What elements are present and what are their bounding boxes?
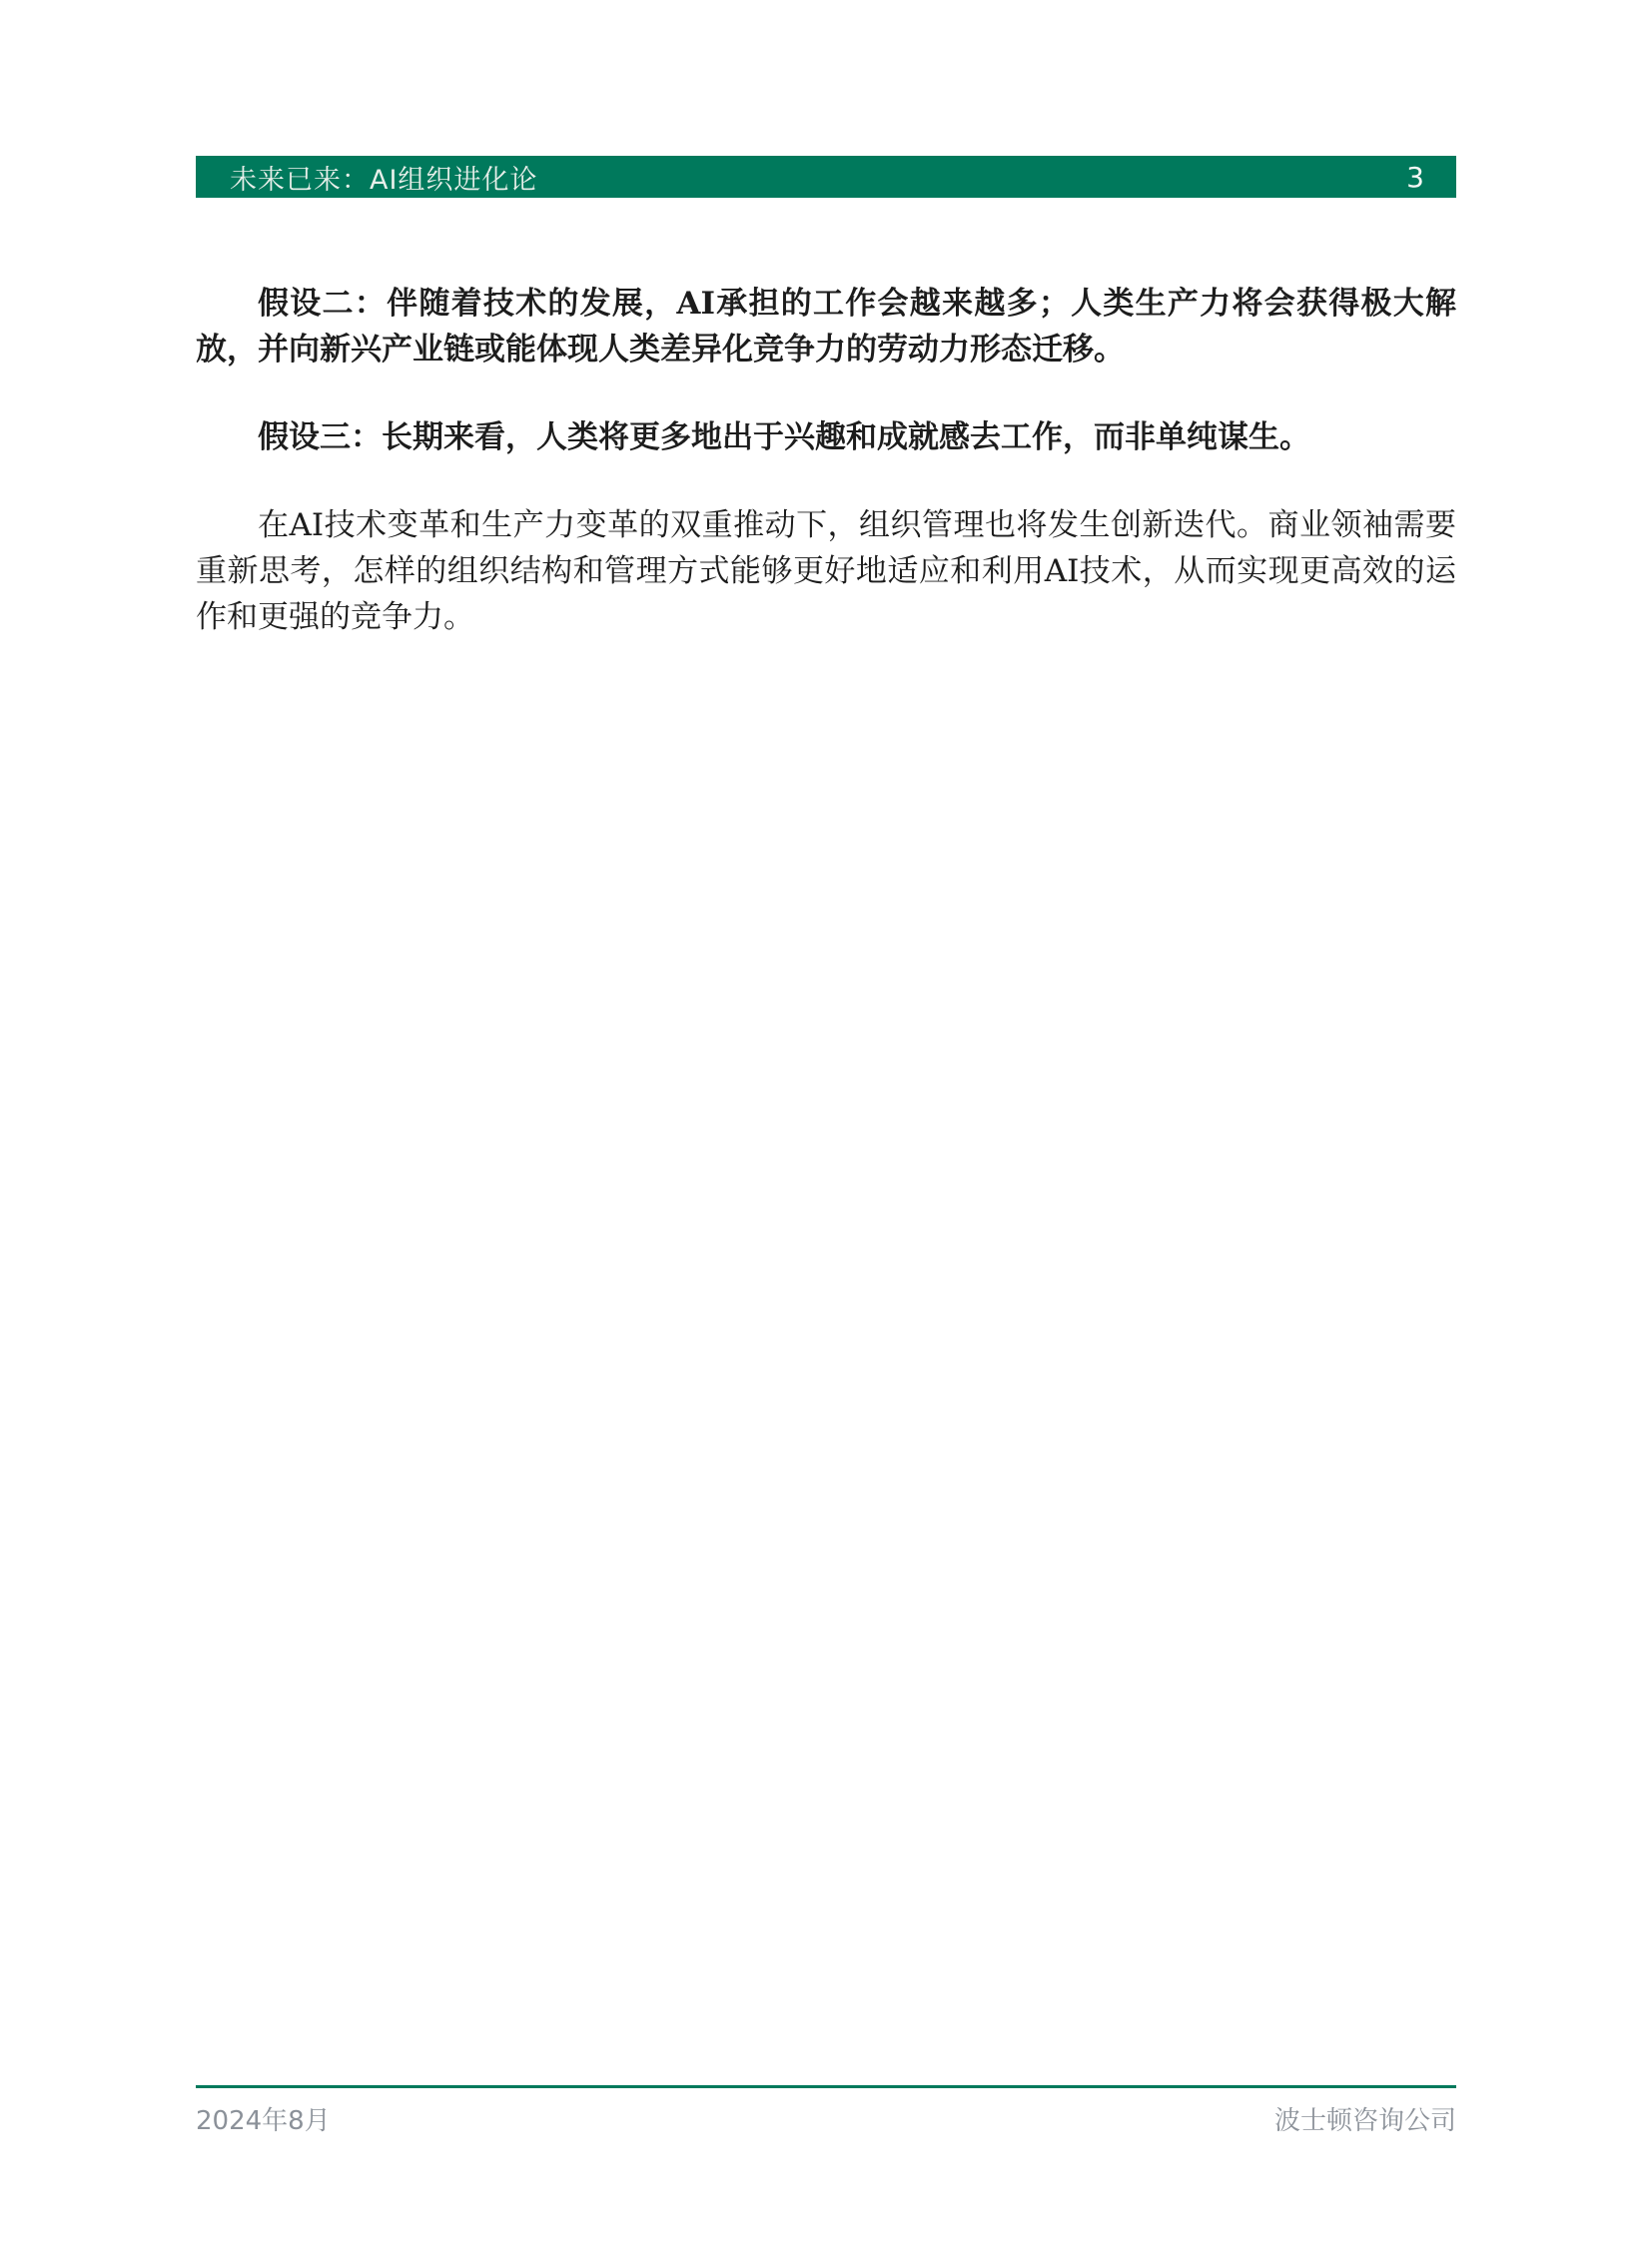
page-header [196,156,1456,198]
footer-company: 波士顿咨询公司 [1273,2106,1456,2136]
paragraph-hypothesis-three-label: 假设三： [258,419,382,455]
header-title: 未来已来：AI组织进化论 [230,164,538,196]
paragraph-hypothesis-two-text: 伴随着技术的发展，AI承担的工作会越来越多；人类生产力将会获得极大解放，并向新兴产业链或能体现人类差异化竞争力的劳动力形态迁移。 [196,286,1457,368]
paragraph-conclusion-text: 在AI技术变革和生产力变革的双重推动下，组织管理也将发生创新迭代。商业领袖需要重新思考，怎样的组织结构和管理方式能够更好地适应和利用AI技术，从而实现更高效的运作和更强的竞争力。 [196,507,1456,635]
header-page-number: 3 [1406,160,1424,194]
paragraph-hypothesis-two-label: 假设二： [258,286,388,322]
page-body [196,281,1456,682]
paragraph-hypothesis-three [196,414,1456,460]
footer-divider [196,2085,1456,2088]
footer-date: 2024年8月 [196,2106,331,2136]
page-footer [196,2085,1456,2137]
paragraph-hypothesis-two [196,281,1456,373]
footer-row [196,2100,1456,2137]
paragraph-hypothesis-three-text: 长期来看，人类将更多地出于兴趣和成就感去工作，而非单纯谋生。 [382,419,1310,455]
paragraph-conclusion [196,502,1456,640]
